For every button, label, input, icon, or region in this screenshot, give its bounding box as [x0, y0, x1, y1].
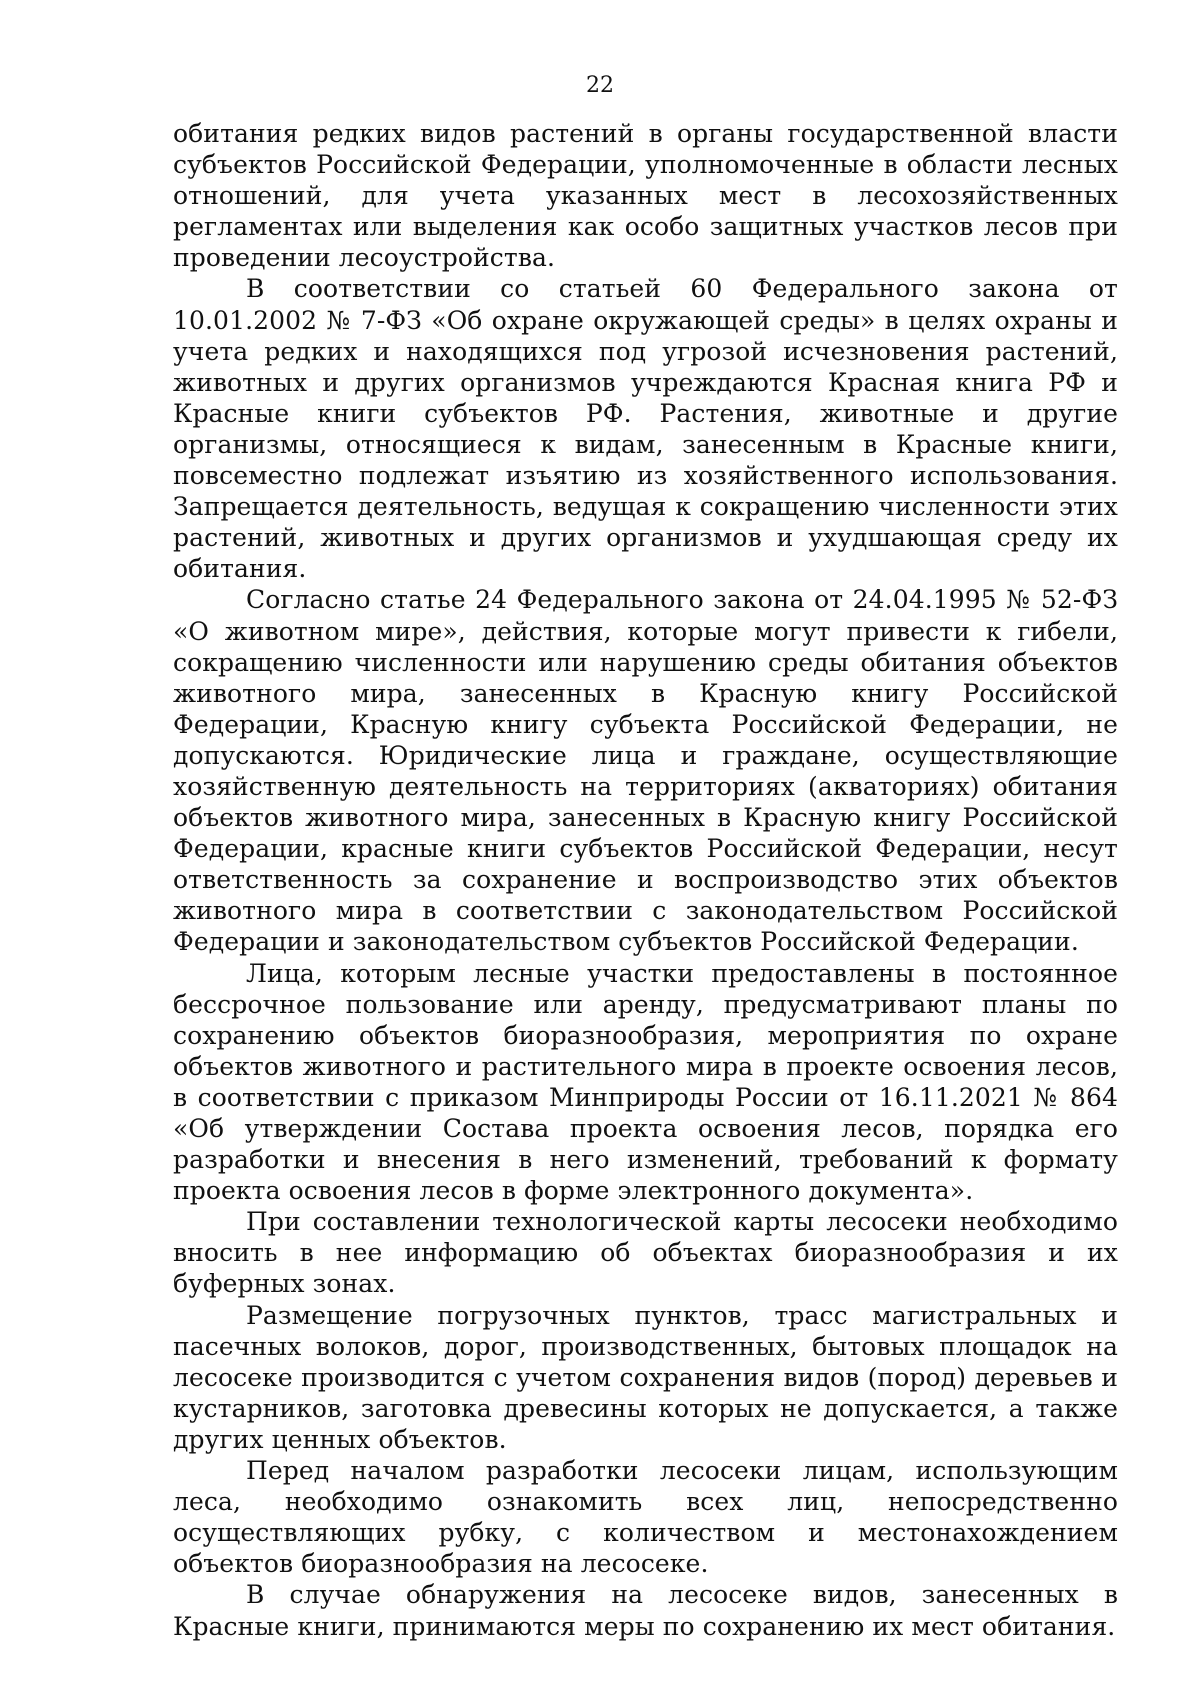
paragraph-continuation: обитания редких видов растений в органы государственной власти субъектов Российской Федерации, уполномоченные в области лесных отношений, для учета указанных мест в лесохозяйственных регламентах или выделения как особо защитных участков лесов при проведении лесоустройства. — [173, 119, 1118, 273]
paragraph-forest-plan: Лица, которым лесные участки предоставлены в постоянное бессрочное пользование или аренду, предусматривают планы по сохранению объектов биоразнообразия, мероприятия по охране объектов животного и растительного мира в проекте освоения лесов, в соответствии с приказом Минприроды России от 16.11.2021 № 864 «Об утверждении Состава проекта освоения лесов, порядка его разработки и внесения в него изменений, требований к формату проекта освоения лесов в форме электронного документа». — [173, 958, 1118, 1206]
paragraph-briefing: Перед началом разработки лесосеки лицам, использующим леса, необходимо ознакомить всех лиц, непосредственно осуществляющих рубку, с количеством и местонахождением объектов биоразнообразия на лесосеке. — [173, 1456, 1118, 1579]
document-body — [173, 118, 1118, 1642]
paragraph-placement: Размещение погрузочных пунктов, трасс магистральных и пасечных волоков, дорог, производственных, бытовых площадок на лесосеке производится с учетом сохранения видов (пород) деревьев и кустарников, заготовка древесины которых не допускается, а также других ценных объектов. — [173, 1300, 1118, 1454]
paragraph-red-book-law: В соответствии со статьей 60 Федерального закона от 10.01.2002 № 7-ФЗ «Об охране окружающей среды» в целях охраны и учета редких и находящихся под угрозой исчезновения растений, животных и других организмов учреждаются Красная книга РФ и Красные книги субъектов РФ. Растения, животные и другие организмы, относящиеся к видам, занесенным в Красные книги, повсеместно подлежат изъятию из хозяйственного использования. Запрещается деятельность, ведущая к сокращению численности этих растений, животных и других организмов и ухудшающая среду их обитания. — [173, 274, 1118, 584]
paragraph-animal-world-law: Согласно статье 24 Федерального закона от 24.04.1995 № 52-ФЗ «О животном мире», действия, которые могут привести к гибели, сокращению численности или нарушению среды обитания объектов животного мира, занесенных в Красную книгу Российской Федерации, Красную книгу субъекта Российской Федерации, не допускаются. Юридические лица и граждане, осуществляющие хозяйственную деятельность на территориях (акваториях) обитания объектов животного мира, занесенных в Красную книгу Российской Федерации, красные книги субъектов Российской Федерации, несут ответственность за сохранение и воспроизводство этих объектов животного мира в соответствии с законодательством Российской Федерации и законодательством субъектов Российской Федерации. — [173, 585, 1118, 957]
paragraph-tech-map: При составлении технологической карты лесосеки необходимо вносить в нее информацию об объектах биоразнообразия и их буферных зонах. — [173, 1207, 1118, 1299]
page-number: 22 — [586, 73, 614, 98]
paragraph-detection: В случае обнаружения на лесосеке видов, занесенных в Красные книги, принимаются меры по сохранению их мест обитания. — [173, 1580, 1118, 1641]
